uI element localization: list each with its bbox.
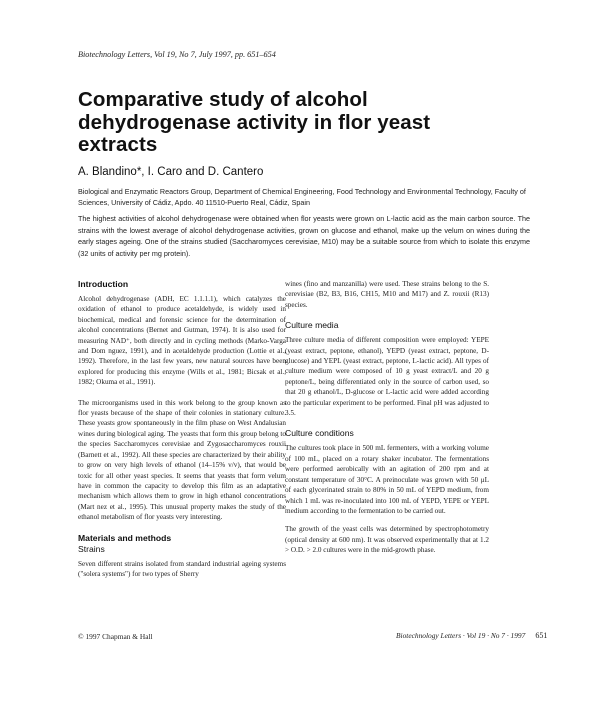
culture-conditions-paragraph-1: The cultures took place in 500 mL fermenters, with a working volume of 100 mL, placed on a rotary shaker incubator. The fermentations were performed aerobically with an agitation of 200 rpm and at constant temperature of 30°C. A preinoculate was grown with 50 μL of each glycerinated strain to 80% in 50 mL of YEPD medium, from which 1 mL was re-inoculated into 100 mL of YEPD, YEPE or YEPL medium according to the fermentation to be carried out. — [285, 444, 489, 515]
left-column — [78, 279, 286, 579]
strains-paragraph: Seven different strains isolated from standard industrial ageing systems ("solera systems") for two types of Sherry — [78, 559, 286, 578]
introduction-paragraph-2: The microorganisms used in this work belong to the group known as flor yeasts because of the shape of their colonies in stationary culture. These yeasts grow spontaneously in the film phase on West Andalusian wines during biological aging. The yeasts that form this group belong to the species Saccharomyces cerevisiae and Zygosaccharomyces rouxii (Barnett et al., 1992). All these species are characterized by their ability to grow on very high levels of ethanol (14–15% v/v), that would be toxic for all other yeast species. It seems that yeasts that form velum have in common the capacity to develop this film as an adaptative mechanism which allows them to grow in high ethanol concentrations (Mart nez et al., 1995). This unusual property makes the study of the ethanol metabolism of flor yeasts very interesting. — [78, 398, 286, 522]
culture-media-heading: Culture media — [285, 320, 339, 331]
page-footer — [396, 631, 547, 640]
strains-heading: Strains — [78, 543, 105, 554]
paper-title: Comparative study of alcohol dehydrogenase activity in flor yeast extracts — [78, 88, 431, 156]
copyright-notice: © 1997 Chapman & Hall — [78, 632, 153, 641]
culture-conditions-paragraph-2: The growth of the yeast cells was determined by spectrophotometry (optical density at 600 nm). It was observed experimentally that at 1.2 > O.D. > 2.0 cultures were in the mid-growth phase. — [285, 525, 489, 555]
introduction-paragraph-1: Alcohol dehydrogenase (ADH, EC 1.1.1.1), which catalyzes the oxidation of ethanol to produce acetaldehyde, is widely used in biochemical, medical and forensic science for the determination of alcohol concentrations (Bernet and Gutman, 1974). It is also used for measuring NAD⁺, both directly and in cycling methods (Marko-Varga and Dom nguez, 1991), and in acetaldehyde production (Lottie et al., 1992). Therefore, in the last few years, new natural sources have been explored for producing this enzyme (Wills et al., 1981; Bicsak et al., 1982; Okuma et al., 1991). — [78, 295, 286, 387]
right-column — [285, 279, 489, 556]
culture-media-paragraph: Three culture media of different composition were employed: YEPE (yeast extract, peptone, ethanol), YEPD (yeast extract, peptone, D-glucose) and YEPL (yeast extract, peptone, L-lactic acid). All types of culture medium were composed of 10 g yeast extract/L and 20 g peptone/L, being differentiated only in the source of carbon used, so that 20 g ethanol/L, D-glucose or L-lactic acid were added according to the particular experiment to be performed. Final pH was adjusted to 3.5. — [285, 336, 489, 418]
strains-paragraph-continued: wines (fino and manzanilla) were used. These strains belong to the S. cerevisiae (B2, B3, B16, CH15, M10 and M17) and Z. rouxii (R13) species. — [285, 280, 489, 309]
culture-conditions-heading: Culture conditions — [285, 428, 354, 439]
introduction-heading: Introduction — [78, 279, 129, 289]
materials-methods-heading: Materials and methods — [78, 532, 172, 543]
footer-journal-ref: Biotechnology Letters · Vol 19 · No 7 · 1997 — [396, 631, 526, 640]
journal-citation: Biotechnology Letters, Vol 19, No 7, July 1997, pp. 651–654 — [78, 50, 276, 59]
page-number: 651 — [535, 631, 548, 640]
author-list: A. Blandino*, I. Caro and D. Cantero — [78, 166, 264, 178]
author-affiliation: Biological and Enzymatic Reactors Group, Department of Chemical Engineering, Food Technology and Environmental Technology, Faculty of Sciences, University of Cádiz, Apdo. 40 11510-Puerto Real, Cádiz, Spain — [78, 187, 526, 207]
abstract: The highest activities of alcohol dehydrogenase were obtained when flor yeasts were grown on L-lactic acid as the main carbon source. The strains with the lowest average of alcohol dehydrogenase activities, grown on glucose and ethanol, make up the velum on wines during the early stages ageing. One of the strains studied (Saccharomyces cerevisiae, M10) may be a suitable source from which to isolate this enzyme (32 units of activity per mg protein). — [78, 214, 530, 258]
